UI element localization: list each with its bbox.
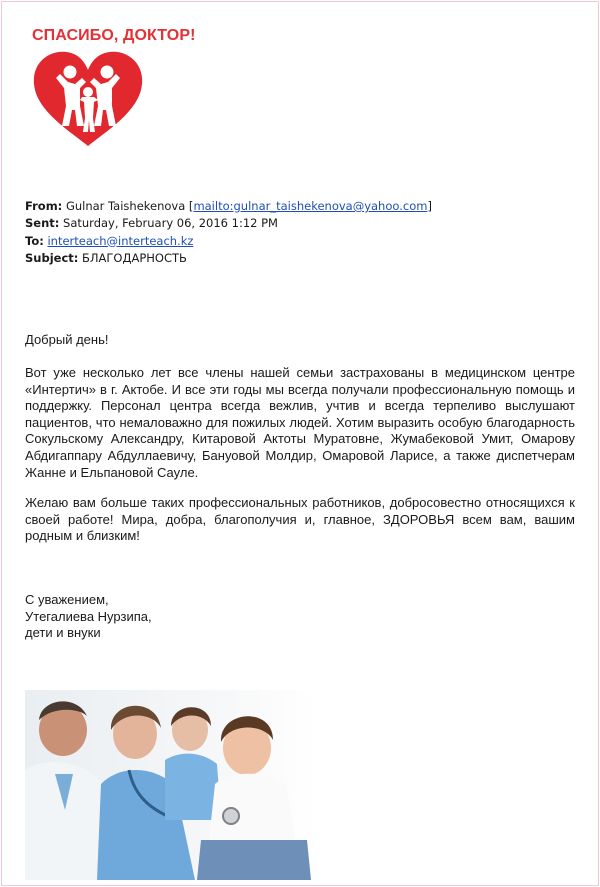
- sent-label: Sent:: [25, 216, 60, 231]
- signature-name: Утегалиева Нурзипа,: [25, 608, 152, 624]
- letter-signature: [25, 592, 575, 642]
- to-row: [25, 233, 585, 250]
- sent-value: Saturday, February 06, 2016 1:12 PM: [59, 216, 278, 231]
- letter-greeting: Добрый день!: [25, 332, 109, 347]
- from-name: Gulnar Taishekenova: [65, 199, 186, 213]
- to-label: To:: [25, 233, 44, 248]
- signature-closing: С уважением,: [25, 592, 109, 607]
- heart-family-icon: [28, 48, 148, 148]
- from-row: [25, 198, 585, 215]
- letter-paragraph-2: Желаю вам больше таких профессиональных работников, добросовестно относящихся к своей работе! Мира, добра, благополучия и, главное, ЗДОРОВЬЯ всем вам, вашим родным и близким!: [25, 495, 575, 544]
- subject-value: БЛАГОДАРНОСТЬ: [78, 250, 187, 265]
- subject-row: [25, 250, 585, 267]
- from-close-bracket: ]: [427, 199, 432, 213]
- letter-paragraph-1: Вот уже несколько лет все члены нашей семьи застрахованы в медицинском центре «Интертич» в г. Актобе. И все эти годы мы всегда получали профессиональную помощь и поддержку. Персонал центра всегда вежлив, учтив и всегда терпеливо выслушают пациентов, что немаловажно для пожилых людей. Хотим выразить особую благодарность Сокульскому Александру, Китаровой Актоты Муратовне, Жумабековой Умит, Омарову Абдигаппару Абдуллаевичу, Бануовой Молдир, Омаровой Ларисе, а также диспетчерам Жанне и Ельпановой Сауле.: [25, 365, 575, 480]
- logo-title: СПАСИБО, ДОКТОР!: [32, 27, 196, 44]
- doctors-with-child-photo: [25, 690, 316, 880]
- email-header: [25, 198, 585, 267]
- subject-label: Subject:: [25, 250, 79, 265]
- to-email-link[interactable]: interteach@interteach.kz: [47, 233, 194, 248]
- signature-family: дети и внуки: [25, 625, 101, 641]
- from-email-link[interactable]: mailto:gulnar_taishekenova@yahoo.com: [193, 199, 428, 213]
- from-open-bracket: [: [185, 199, 194, 213]
- thank-you-doctor-logo: [28, 24, 196, 149]
- from-label: From:: [25, 199, 63, 213]
- sent-row: [25, 215, 585, 232]
